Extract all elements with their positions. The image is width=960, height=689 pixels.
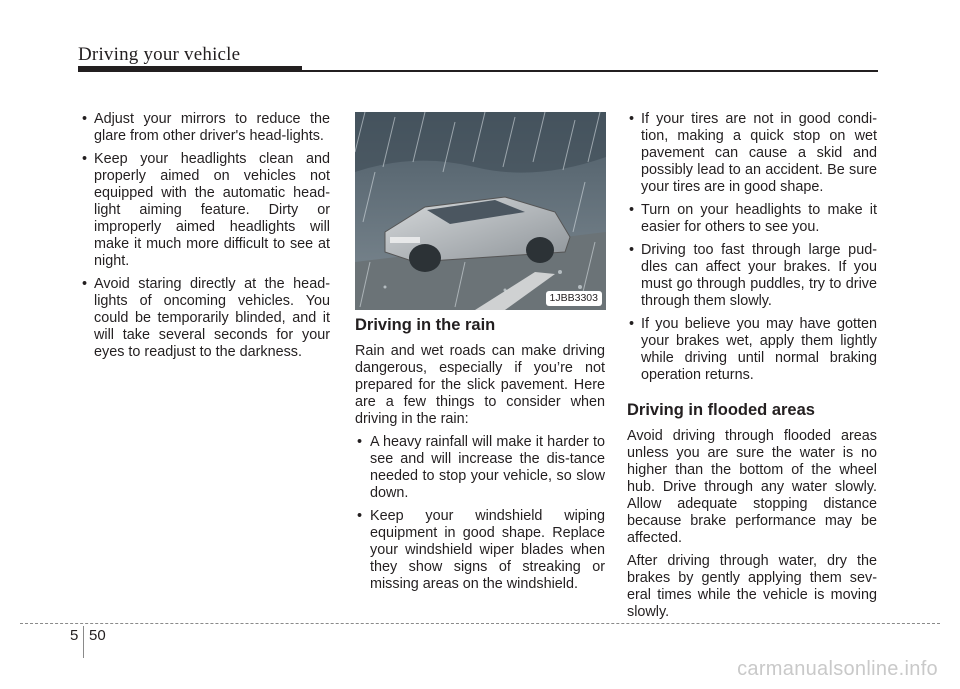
rain-intro: Rain and wet roads can make driving dangerous, especially if you’re not prepared for the slick pavement. Here are a few things to consider when driving in the rain:	[355, 343, 605, 427]
rain-section	[355, 315, 605, 599]
flooded-paragraph: Avoid driving through flooded areas unless you are sure the water is no higher than the bottom of the wheel hub. Drive through any water slowly. Allow adequate stopping distance because brake performance may be affected.	[627, 428, 877, 546]
chapter-number: 5	[70, 627, 79, 644]
flooded-paragraph: After driving through water, dry the brakes by gently applying them sev-eral times while the vehicle is moving slowly.	[627, 553, 877, 620]
page-number-separator	[83, 626, 84, 658]
rain-car-illustration	[355, 112, 606, 310]
right-column	[627, 111, 877, 627]
header-rule-thin	[302, 70, 878, 72]
left-column	[80, 111, 330, 367]
car-in-rain-image	[355, 112, 606, 310]
section-heading: Driving in the rain	[355, 316, 496, 334]
list-item: • A heavy rainfall will make it harder to see and will increase the dis-tance needed to stop your vehicle, so slow down.	[355, 434, 605, 502]
header-rule-thick	[78, 66, 302, 72]
figure-code: 1JBB3303	[546, 291, 602, 306]
mirror-headlight-tips	[80, 111, 330, 361]
page-header-title: Driving your vehicle	[78, 44, 241, 65]
page-number: 50	[89, 627, 106, 644]
list-item: • Turn on your headlights to make it easier for others to see you.	[627, 202, 877, 236]
wet-road-tips	[627, 111, 877, 384]
list-item: • If you believe you may have gotten your brakes wet, apply them lightly while driving until normal braking operation returns.	[627, 316, 877, 384]
list-item: • Keep your windshield wiping equipment in good shape. Replace your windshield wiper blades when they show signs of streaking or missing areas on the windshield.	[355, 508, 605, 593]
list-item: • Driving too fast through large pud-dles can affect your brakes. If you must go through puddles, try to drive through them slowly.	[627, 242, 877, 310]
list-item: • Adjust your mirrors to reduce the glare from other driver's head-lights.	[80, 111, 330, 145]
list-item: • Avoid staring directly at the head-lights of oncoming vehicles. You could be temporarily blinded, and it will take several seconds for your eyes to readjust to the darkness.	[80, 276, 330, 361]
footer-divider	[20, 623, 940, 624]
section-heading: Driving in flooded areas	[627, 401, 815, 419]
list-item: • If your tires are not in good condi-tion, making a quick stop on wet pavement can cause a skid and possibly lead to an accident. Be sure your tires are in good shape.	[627, 111, 877, 196]
watermark: carmanualsonline.info	[737, 658, 938, 680]
rain-tips	[355, 434, 605, 593]
list-item: • Keep your headlights clean and properly aimed on vehicles not equipped with the automatic head-light aiming feature. Dirty or improperly aimed headlights will make it much more difficult to see at night.	[80, 151, 330, 270]
